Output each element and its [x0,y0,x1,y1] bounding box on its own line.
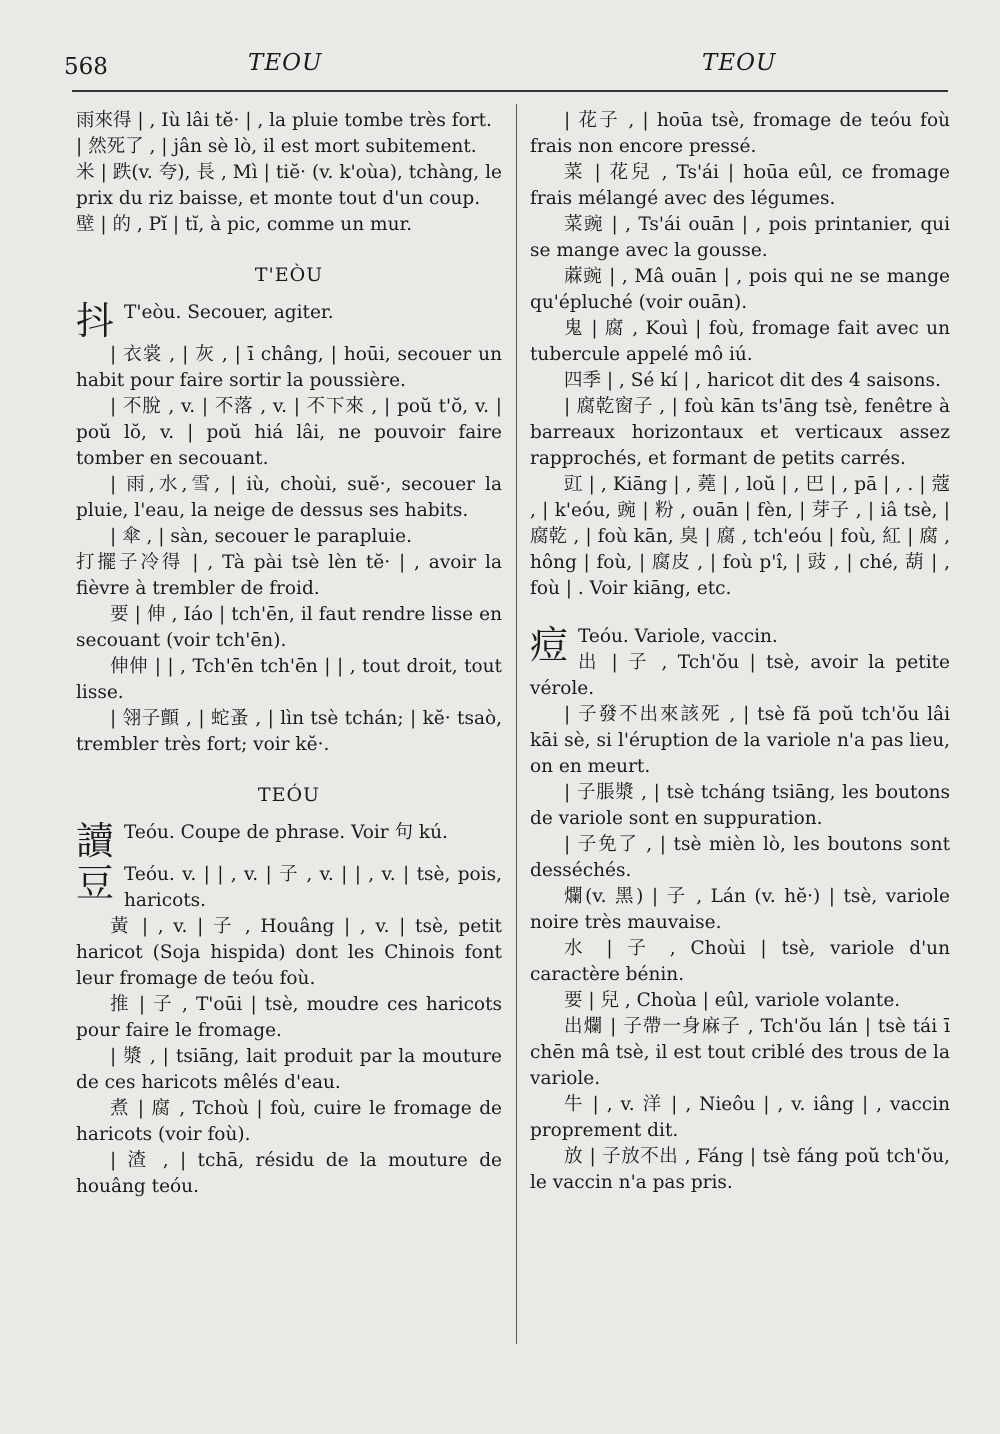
entry: | 翎子顫 , | 蛇蚤 , | lìn tsè tchán; | kĕ· tsaò, trembler très fort; voir kĕ·. [76,708,502,755]
entry: 黃 | , v. | 子 , Houâng | , v. | tsè, petit haricot (Soja hispida) dont les Chinois font leur fromage de teóu foù. [76,916,502,989]
entry: | 衣裳 , | 灰 , | ī châng, | hoūi, secouer un habit pour faire sortir la poussière. [76,344,502,391]
headword-character: 豆 [76,861,115,905]
entry: | 渣 , | tchā, résidu de la mouture de houâng teóu. [76,1150,502,1197]
entry: 水 | 子 , Choùi | tsè, variole d'un caractère bénin. [530,938,950,985]
entry: 菜豌 | , Ts'ái ouān | , pois printanier, qui se mange avec la gousse. [530,214,950,261]
entry: 推 | 子 , T'oūi | tsè, moudre ces haricots pour faire le fromage. [76,994,502,1041]
headword-definition: Teóu. Coupe de phrase. Voir 句 kú. [124,822,448,843]
header-rule [72,90,948,92]
running-title-right: TEOU [702,50,777,76]
entry: 爛(v. 黑) | 子 , Lán (v. hĕ·) | tsè, variole noire très mauvaise. [530,886,950,933]
entry: | 然死了 , | jân sè lò, il est mort subitement. [76,136,477,157]
left-column [76,108,502,1200]
entry: 四季 | , Sé kí | , haricot dit des 4 saisons. [564,370,941,391]
entry: 雨來得 | , Iù lâi tĕ· | , la pluie tombe très fort. [76,110,492,131]
page-header [0,48,1000,88]
entry: 鬼 | 腐 , Kouì | foù, fromage fait avec un tubercule appelé mô iú. [530,318,950,365]
entry: 要 | 伸 , Iáo | tch'ēn, il faut rendre lisse en secouant (voir tch'ēn). [76,604,502,651]
headword-character: 痘 [530,623,569,667]
entry: | 子脹漿 , | tsè tcháng tsiāng, les boutons de variole sont en suppuration. [530,782,950,829]
entry: 牛 | , v. 洋 | , Nieôu | , v. iâng | , vaccin proprement dit. [530,1094,950,1141]
headword-character: 讀 [76,819,115,863]
entry: | 傘 , | sàn, secouer le parapluie. [110,526,413,547]
entry: 米 | 跌(v. 夸), 長 , Mì | tiĕ· (v. k'oùa), tchàng, le prix du riz baisse, et monte tout d'un coup. [76,162,502,209]
entry: | 子免了 , | tsè mièn lò, les boutons sont desséchés. [530,834,950,881]
section-heading: TEÓU [257,784,321,806]
entry: 壁 | 的 , Pĭ | tĭ, à pic, comme un mur. [76,214,413,235]
entry: 打擺子冷得 | , Tà pài tsè lèn tĕ· | , avoir la fièvre à trembler de froid. [76,552,502,599]
entry: 放 | 子放不出 , Fáng | tsè fáng poŭ tch'ŏu, le vaccin n'a pas pris. [530,1146,950,1193]
page-number: 568 [64,54,108,80]
section-heading: T'EÒU [254,264,324,286]
entry: | 花子 , | hoūa tsè, fromage de teóu foù frais non encore pressé. [530,110,950,157]
entry: 出 | 子 , Tch'ŏu | tsè, avoir la petite vérole. [530,652,950,699]
right-column [530,108,950,1196]
entry: 菜 | 花兒 , Ts'ái | hoūa eûl, ce fromage frais mélangé avec des légumes. [530,162,950,209]
entry: | 漿 , | tsiāng, lait produit par la mouture de ces haricots mêlés d'eau. [76,1046,502,1093]
running-title-left: TEOU [248,50,323,76]
entry: | 腐乾窗子 , | foù kān ts'āng tsè, fenêtre à barreaux horizontaux et verticaux assez rapprochés, et formant de petits carrés. [530,396,950,469]
entry: 煮 | 腐 , Tchoù | foù, cuire le fromage de haricots (voir foù). [76,1098,502,1145]
entry: | 雨,水,雪, | iù, choùi, suĕ·, secouer la pluie, l'eau, la neige de dessus ses habits. [76,474,502,521]
entry: 蔴豌 | , Mâ ouān | , pois qui ne se mange qu'épluché (voir ouān). [530,266,950,313]
headword-definition: T'eòu. Secouer, agiter. [124,302,334,323]
headword-definition: Teóu. v. | | , v. | 子 , v. | | , v. | tsè, pois, haricots. [124,864,502,911]
entry: | 子發不出來該死 , | tsè fă poŭ tch'ŏu lâi kāi sè, si l'éruption de la variole n'a pas lieu, on en meurt. [530,704,950,777]
headword-character: 抖 [76,299,115,343]
entry: 出爛 | 子帶一身麻子 , Tch'ŏu lán | tsè tái ī chēn mâ tsè, il est tout criblé des trous de la variole. [530,1016,950,1089]
entry: 豇 | , Kiāng | , 蕘 | , loŭ | , 巴 | , pā | , . | 蔻 , | k'eóu, 豌 | 粉 , ouān | fèn, | 芽子 , | iâ tsè, | 腐乾 , | foù kān, 臭 | 腐 , tch'eóu | foù, 紅 | 腐 , hông | foù, | 腐皮 , | foù p'î, | 豉 , | ché, 葫 | , foù | . Voir kiāng, etc. [530,474,950,599]
entry: 伸伸 | | , Tch'ēn tch'ēn | | , tout droit, tout lisse. [76,656,502,703]
headword-definition: Teóu. Variole, vaccin. [578,626,778,647]
entry: 要 | 兒 , Choùa | eûl, variole volante. [564,990,901,1011]
entry: | 不脫 , v. | 不落 , v. | 不下來 , | poŭ t'ŏ, v. | poŭ lŏ, v. | poŭ hiá lâi, ne pouvoir faire tomber en secouant. [76,396,502,469]
column-divider [516,104,517,1344]
